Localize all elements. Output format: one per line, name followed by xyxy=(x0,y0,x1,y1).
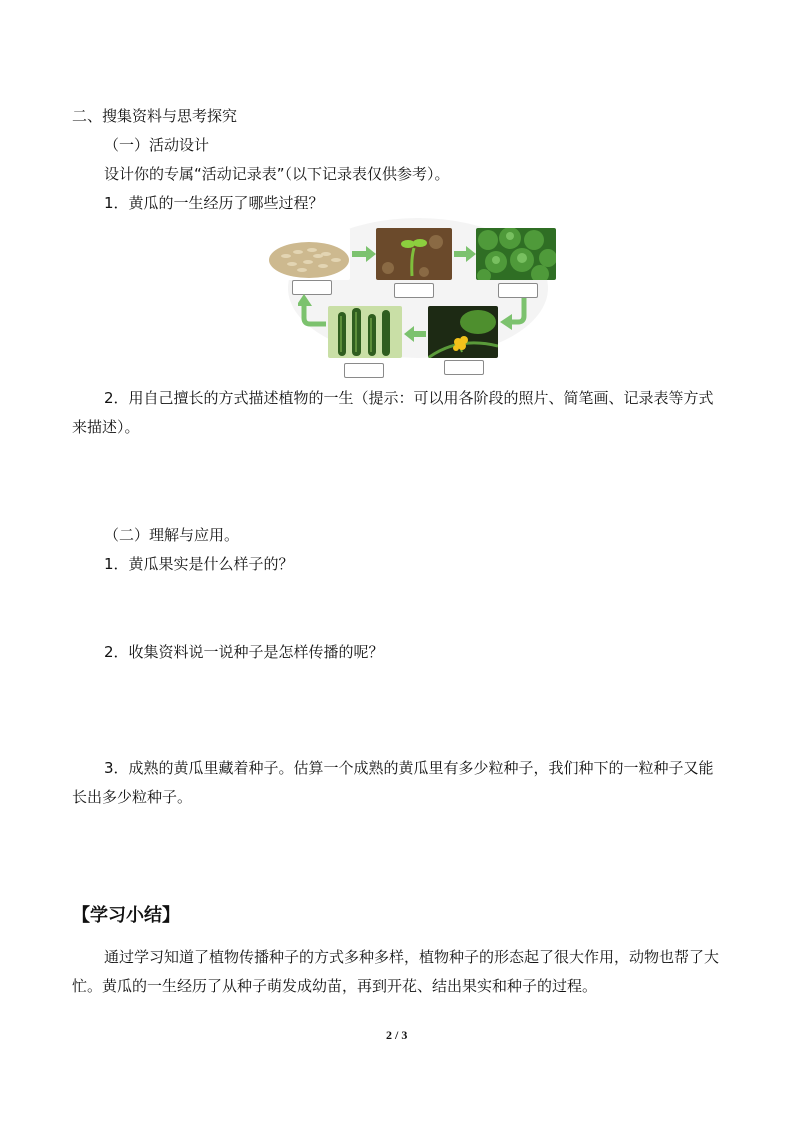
question-seed-dispersal: 2．收集资料说一说种子是怎样传播的呢？ xyxy=(104,643,384,661)
cucumber-lifecycle-figure xyxy=(268,218,558,380)
question-1-lifecycle: 1．黄瓜的一生经历了哪些过程？ xyxy=(104,194,324,212)
green-arrow-icon xyxy=(352,246,376,262)
question-fruit-shape: 1．黄瓜果实是什么样子的？ xyxy=(104,555,294,573)
green-arrow-icon xyxy=(500,298,530,330)
flower-photo-icon xyxy=(428,306,498,358)
part1-title: （一）活动设计 xyxy=(104,136,210,154)
stage-label-box-5 xyxy=(344,363,384,378)
green-arrow-icon xyxy=(454,246,476,262)
part2-title: （二）理解与应用。 xyxy=(104,526,240,544)
page-number: 2 / 3 xyxy=(386,1028,408,1042)
stage-label-box-3 xyxy=(498,283,538,298)
green-arrow-icon xyxy=(298,294,328,328)
sprout-photo-icon xyxy=(376,228,452,280)
part1-intro: 设计你的专属“活动记录表”（以下记录表仅供参考）。 xyxy=(104,165,450,183)
stage-label-box-2 xyxy=(394,283,434,298)
green-arrow-icon xyxy=(404,326,426,342)
seeds-photo-icon xyxy=(268,228,350,280)
question-seed-count: 3．成熟的黄瓜里藏着种子。估算一个成熟的黄瓜里有多少粒种子，我们种下的一粒种子又能长出多少粒种子。 xyxy=(72,759,714,806)
section-title: 二、搜集资料与思考探究 xyxy=(72,107,238,125)
cucumber-fruit-photo-icon xyxy=(328,306,402,358)
stage-label-box-4 xyxy=(444,360,484,375)
question-2-describe: 2．用自己擅长的方式描述植物的一生（提示：可以用各阶段的照片、简笔画、记录表等方式来描述）。 xyxy=(72,389,714,436)
summary-title: 【学习小结】 xyxy=(72,905,180,926)
stage-label-box-1 xyxy=(292,280,332,295)
summary-text: 通过学习知道了植物传播种子的方式多种多样，植物种子的形态起了很大作用，动物也帮了大忙。黄瓜的一生经历了从种子萌发成幼苗，再到开花、结出果实和种子的过程。 xyxy=(72,948,720,995)
seedling-photo-icon xyxy=(476,228,556,280)
